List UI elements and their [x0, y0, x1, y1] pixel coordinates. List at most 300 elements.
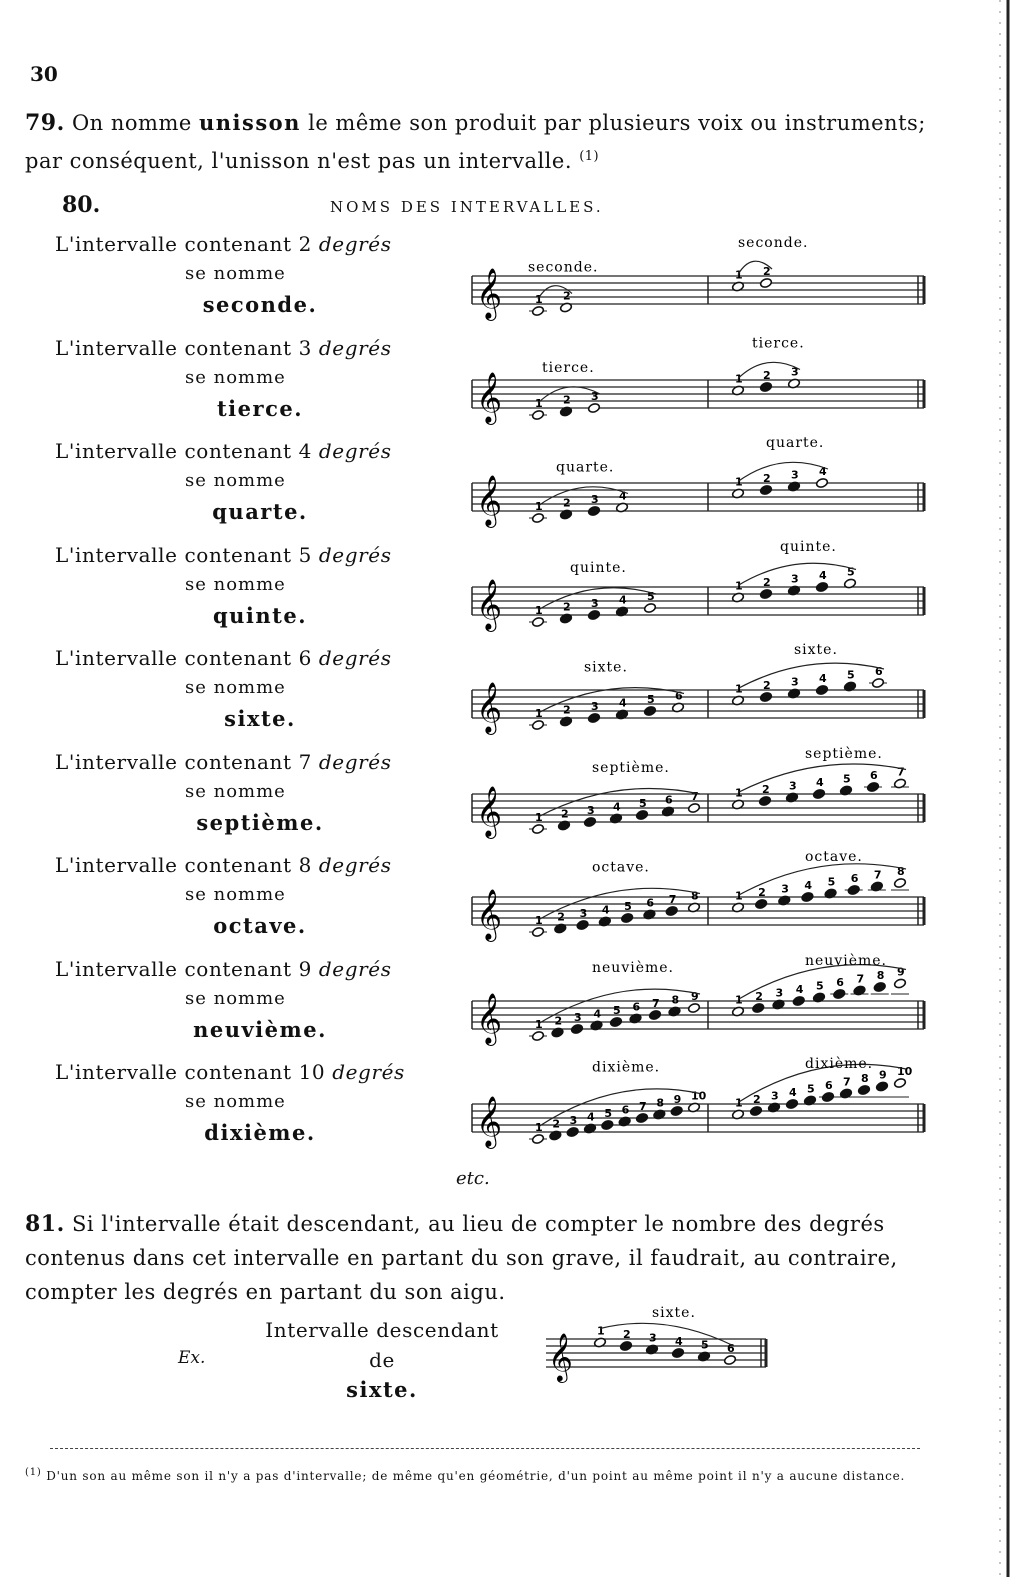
degree-number: 4 — [795, 983, 804, 996]
footnote-ref: (1) — [579, 149, 600, 164]
note-head — [644, 706, 657, 717]
degree-count: 4 — [298, 439, 312, 463]
footnote — [25, 1462, 925, 1487]
note-head — [532, 306, 545, 317]
example-text — [262, 1315, 502, 1405]
note-head — [644, 603, 657, 614]
interval-row — [55, 1060, 435, 1164]
interval-row — [55, 336, 435, 440]
degree-number: 7 — [652, 997, 660, 1010]
degree-number: 1 — [735, 1096, 743, 1110]
interval-name: octave. — [213, 913, 307, 938]
interval-caption: seconde. — [738, 235, 809, 251]
paragraph-number: 81. — [25, 1211, 65, 1237]
degree-unit: degrés — [318, 750, 392, 774]
term-unisson: unisson — [198, 110, 301, 135]
interval-caption: quarte. — [766, 435, 825, 451]
degree-unit: degrés — [318, 957, 392, 981]
degree-number: 10 — [691, 1089, 707, 1103]
slur-arc — [538, 688, 684, 713]
degree-number: 2 — [563, 600, 571, 614]
degree-unit: degrés — [318, 646, 392, 670]
interval-definition — [55, 750, 392, 774]
example-line-3: sixte. — [346, 1377, 418, 1402]
note-head — [588, 610, 601, 621]
degree-number: 2 — [763, 265, 771, 278]
degree-number: 6 — [621, 1103, 630, 1117]
degree-number: 6 — [850, 872, 859, 885]
interval-caption: dixième. — [592, 1059, 661, 1076]
note-head — [649, 1010, 662, 1021]
degree-number: 5 — [847, 668, 855, 682]
note-head — [858, 1085, 871, 1096]
degree-count: 7 — [298, 750, 312, 774]
note-head — [532, 410, 545, 421]
degree-number: 6 — [665, 793, 673, 807]
degree-number: 4 — [819, 569, 827, 582]
degree-number: 6 — [727, 1342, 735, 1355]
degree-number: 9 — [879, 1068, 887, 1082]
example-label: Ex. — [178, 1348, 206, 1368]
paragraph-number: 79. — [25, 110, 65, 136]
interval-name: dixième. — [204, 1120, 316, 1145]
interval-row — [55, 232, 435, 336]
note-head — [894, 1078, 907, 1089]
note-head — [760, 485, 773, 496]
note-head — [566, 1127, 579, 1138]
scan-edge — [954, 0, 1014, 1577]
interval-staff — [468, 642, 928, 746]
degree-number: 5 — [624, 900, 632, 913]
degree-number: 7 — [843, 1075, 851, 1089]
note-head — [532, 1031, 545, 1042]
interval-name: neuvième. — [193, 1017, 327, 1042]
interval-name: sixte. — [224, 706, 296, 731]
degree-number: 5 — [613, 1004, 621, 1017]
definition-prefix: L'intervalle contenant — [55, 750, 292, 774]
interval-caption: tierce. — [752, 335, 805, 352]
degree-number: 5 — [843, 772, 851, 786]
degree-number: 8 — [691, 889, 699, 903]
interval-staff — [468, 332, 928, 436]
degree-number: 1 — [735, 372, 743, 386]
footnote-marker: (1) — [25, 1467, 42, 1478]
interval-definition — [55, 1060, 405, 1084]
treble-clef-icon: 𝄞 — [476, 579, 503, 630]
treble-clef-icon: 𝄞 — [476, 786, 503, 837]
section-heading: NOMS DES INTERVALLES. — [330, 198, 604, 216]
note-head — [822, 1092, 835, 1103]
note-head — [760, 692, 773, 703]
definition-prefix: L'intervalle contenant — [55, 957, 292, 981]
degree-number: 1 — [535, 1018, 543, 1031]
degree-unit: degrés — [318, 853, 392, 877]
degree-number: 7 — [691, 790, 699, 803]
degree-number: 2 — [557, 910, 565, 924]
degree-number: 3 — [574, 1011, 582, 1024]
interval-caption: dixième. — [805, 1056, 874, 1072]
note-head — [760, 278, 773, 289]
degree-number: 5 — [847, 565, 855, 579]
interval-caption: neuvième. — [805, 953, 888, 969]
note-head — [688, 803, 701, 814]
treble-clef-icon: 𝄞 — [476, 475, 503, 526]
definition-verb: se nomme — [185, 263, 286, 284]
degree-count: 3 — [298, 336, 312, 360]
degree-number: 3 — [791, 468, 799, 482]
note-head — [760, 589, 773, 600]
degree-number: 5 — [701, 1338, 709, 1352]
interval-caption: tierce. — [542, 360, 595, 376]
interval-name: quarte. — [212, 499, 308, 524]
definition-verb: se nomme — [185, 1091, 286, 1112]
note-head — [786, 1099, 799, 1110]
note-head — [670, 1106, 683, 1117]
note-head — [752, 1003, 765, 1014]
interval-caption: seconde. — [528, 259, 599, 276]
degree-number: 4 — [613, 800, 621, 814]
example-line-2: de — [369, 1348, 395, 1372]
degree-number: 6 — [870, 769, 878, 782]
degree-number: 3 — [649, 1331, 657, 1345]
degree-number: 4 — [619, 489, 627, 503]
interval-staff — [468, 435, 928, 539]
treble-clef-icon: 𝄞 — [476, 372, 503, 423]
degree-number: 9 — [691, 990, 699, 1003]
degree-number: 8 — [861, 1072, 869, 1085]
degree-number: 2 — [763, 369, 771, 382]
interval-row — [55, 543, 435, 647]
degree-number: 7 — [639, 1100, 647, 1113]
note-head — [588, 506, 601, 517]
definition-prefix: L'intervalle contenant — [55, 646, 292, 670]
degree-number: 2 — [561, 807, 569, 821]
degree-unit: degrés — [332, 1060, 405, 1084]
degree-number: 7 — [856, 972, 865, 986]
interval-name: seconde. — [202, 292, 318, 317]
interval-caption: neuvième. — [592, 960, 675, 976]
note-head — [816, 478, 829, 489]
note-head — [759, 796, 772, 807]
interval-caption: octave. — [592, 859, 650, 876]
degree-number: 1 — [535, 914, 543, 927]
note-head — [532, 1134, 545, 1145]
degree-unit: degrés — [318, 543, 392, 567]
treble-clef-icon: 𝄞 — [476, 682, 503, 733]
degree-number: 4 — [804, 879, 813, 892]
degree-number: 2 — [563, 703, 571, 717]
degree-count: 9 — [298, 957, 312, 981]
degree-number: 2 — [552, 1117, 560, 1131]
note-head — [816, 685, 829, 696]
interval-staff — [468, 849, 928, 953]
degree-number: 5 — [604, 1107, 612, 1120]
degree-number: 3 — [591, 390, 599, 403]
degree-count: 5 — [298, 543, 312, 567]
degree-number: 5 — [639, 797, 647, 810]
degree-number: 4 — [619, 593, 627, 607]
degree-number: 5 — [647, 693, 655, 706]
treble-clef-icon: 𝄞 — [548, 1332, 573, 1381]
note-head — [750, 1106, 763, 1117]
interval-caption: sixte. — [794, 642, 838, 658]
degree-number: 3 — [789, 779, 797, 793]
degree-number: 3 — [591, 493, 599, 506]
degree-number: 2 — [763, 576, 771, 589]
paragraph-text: Si l'intervalle était descendant, au lieu de compter le nombre des degrés contenus dans cet intervalle en partant du son grave, il faudrait, au contraire, compter les degrés en partant du son aigu. — [25, 1212, 898, 1304]
interval-name: quinte. — [212, 603, 308, 628]
degree-number: 2 — [763, 472, 771, 485]
note-head — [532, 824, 545, 835]
treble-clef-icon: 𝄞 — [476, 993, 503, 1044]
note-head — [813, 789, 826, 800]
note-head — [532, 927, 545, 938]
degree-number: 1 — [735, 475, 743, 489]
definition-verb: se nomme — [185, 574, 286, 595]
degree-number: 1 — [735, 682, 743, 696]
degree-number: 7 — [873, 868, 882, 882]
degree-number: 8 — [656, 1096, 664, 1110]
degree-number: 4 — [819, 672, 827, 685]
degree-number: 6 — [646, 896, 655, 910]
degree-number: 7 — [668, 893, 677, 906]
note-head — [636, 1113, 649, 1124]
interval-caption: septième. — [592, 760, 670, 776]
degree-number: 7 — [897, 765, 905, 779]
note-head — [620, 1341, 633, 1352]
degree-number: 9 — [673, 1093, 682, 1106]
note-head — [801, 892, 814, 903]
degree-number: 2 — [758, 886, 766, 899]
note-head — [588, 403, 601, 414]
degree-number: 2 — [563, 496, 571, 510]
note-head — [833, 989, 846, 1000]
interval-name: tierce. — [216, 396, 304, 421]
degree-number: 2 — [755, 990, 763, 1003]
interval-definition — [55, 439, 392, 463]
treble-clef-icon: 𝄞 — [476, 268, 503, 319]
example-staff — [540, 1305, 770, 1395]
note-head — [867, 782, 880, 793]
note-head — [760, 382, 773, 393]
degree-number: 1 — [735, 889, 743, 903]
degree-number: 5 — [807, 1082, 815, 1096]
paragraph-81 — [25, 1207, 930, 1309]
degree-number: 5 — [827, 875, 836, 889]
page-number: 30 — [30, 62, 58, 86]
interval-caption: quinte. — [570, 560, 627, 576]
interval-caption: sixte. — [584, 659, 628, 676]
degree-number: 4 — [587, 1110, 595, 1124]
note-head — [532, 617, 545, 628]
interval-caption: sixte. — [652, 1305, 696, 1321]
note-head — [894, 878, 907, 889]
interval-caption: quinte. — [780, 539, 837, 555]
degree-unit: degrés — [318, 439, 392, 463]
degree-number: 3 — [791, 675, 799, 689]
degree-number: 1 — [535, 293, 543, 306]
degree-number: 5 — [647, 590, 655, 603]
treble-clef-icon: 𝄞 — [476, 889, 503, 940]
degree-unit: degrés — [318, 336, 392, 360]
note-head — [688, 1003, 701, 1014]
interval-row — [55, 957, 435, 1061]
degree-number: 1 — [535, 500, 543, 513]
note-head — [847, 885, 860, 896]
interval-staff — [468, 228, 928, 332]
degree-number: 5 — [816, 979, 824, 993]
paragraph-79 — [25, 106, 930, 178]
degree-number: 2 — [554, 1014, 563, 1028]
definition-prefix: L'intervalle contenant — [55, 232, 292, 256]
slur-arc — [738, 462, 828, 481]
degree-number: 4 — [789, 1086, 797, 1099]
interval-row — [55, 439, 435, 543]
definition-verb: se nomme — [185, 988, 286, 1009]
note-head — [610, 1017, 623, 1028]
interval-caption: septième. — [805, 746, 883, 762]
definition-verb: se nomme — [185, 470, 286, 491]
note-head — [665, 906, 678, 917]
definition-prefix: L'intervalle contenant — [55, 336, 292, 360]
degree-number: 2 — [623, 1328, 631, 1341]
example-line-1: Intervalle descendant — [265, 1318, 499, 1342]
degree-number: 9 — [897, 965, 905, 979]
degree-number: 4 — [675, 1335, 683, 1348]
interval-caption: quarte. — [556, 459, 615, 476]
degree-number: 1 — [535, 1121, 543, 1134]
degree-number: 3 — [591, 597, 599, 610]
degree-number: 1 — [735, 786, 743, 800]
interval-staff — [468, 953, 928, 1057]
note-head — [588, 713, 601, 724]
degree-number: 4 — [601, 903, 610, 917]
definition-prefix: L'intervalle contenant — [55, 1060, 292, 1084]
definition-verb: se nomme — [185, 677, 286, 698]
note-head — [571, 1024, 584, 1035]
interval-staff — [468, 1056, 928, 1160]
etc-text: etc. — [456, 1168, 490, 1189]
note-head — [724, 1355, 737, 1366]
note-head — [876, 1081, 889, 1092]
note-head — [621, 913, 634, 924]
note-head — [584, 817, 597, 828]
definition-prefix: L'intervalle contenant — [55, 543, 292, 567]
footnote-text: D'un son au même son il n'y a pas d'intervalle; de même qu'en géométrie, d'un point au même point il n'y a aucune distance. — [41, 1469, 906, 1483]
degree-number: 3 — [775, 986, 784, 1000]
note-head — [672, 1348, 685, 1359]
degree-number: 1 — [535, 397, 543, 410]
interval-row — [55, 853, 435, 957]
degree-count: 2 — [298, 232, 312, 256]
footnote-divider — [50, 1448, 920, 1449]
degree-number: 2 — [762, 783, 770, 796]
paragraph-text: le même son produit par plusieurs voix ou instruments; par conséquent, l'unisson n'est pas un intervalle. — [25, 111, 926, 173]
degree-number: 3 — [587, 804, 595, 817]
slur-arc — [738, 663, 884, 688]
paragraph-text: On nomme — [64, 111, 199, 135]
note-head — [872, 678, 885, 689]
note-head — [792, 996, 805, 1007]
degree-count: 10 — [298, 1060, 326, 1084]
definition-prefix: L'intervalle contenant — [55, 853, 292, 877]
interval-definition — [55, 336, 392, 360]
degree-unit: degrés — [318, 232, 392, 256]
degree-number: 8 — [876, 969, 885, 982]
degree-number: 8 — [671, 993, 680, 1007]
interval-staff — [468, 539, 928, 643]
degree-number: 6 — [675, 689, 683, 703]
note-head — [601, 1120, 614, 1131]
degree-number: 3 — [569, 1114, 578, 1127]
note-head — [576, 920, 589, 931]
degree-number: 3 — [591, 700, 599, 713]
degree-count: 8 — [298, 853, 312, 877]
interval-staff — [468, 746, 928, 850]
note-head — [755, 899, 768, 910]
interval-definition — [55, 957, 392, 981]
degree-number: 10 — [897, 1065, 913, 1078]
degree-number: 4 — [816, 776, 824, 789]
treble-clef-icon: 𝄞 — [476, 1096, 503, 1147]
degree-number: 1 — [735, 993, 743, 1007]
definition-prefix: L'intervalle contenant — [55, 439, 292, 463]
degree-number: 2 — [753, 1093, 761, 1106]
degree-number: 4 — [593, 1007, 602, 1021]
degree-number: 1 — [735, 579, 743, 593]
degree-number: 6 — [836, 976, 844, 989]
degree-number: 6 — [875, 665, 883, 678]
definition-verb: se nomme — [185, 781, 286, 802]
interval-row — [55, 646, 435, 750]
degree-number: 2 — [563, 289, 571, 303]
interval-definition — [55, 543, 392, 567]
degree-number: 1 — [535, 811, 543, 824]
section-number: 80. — [62, 192, 101, 218]
degree-number: 2 — [763, 679, 771, 692]
interval-row — [55, 750, 435, 854]
definition-verb: se nomme — [185, 367, 286, 388]
degree-number: 3 — [791, 572, 799, 586]
degree-number: 1 — [535, 604, 543, 617]
note-head — [532, 720, 545, 731]
degree-number: 8 — [897, 865, 905, 878]
degree-number: 1 — [597, 1324, 605, 1338]
interval-name: septième. — [196, 810, 324, 835]
degree-number: 4 — [619, 696, 627, 710]
degree-count: 6 — [298, 646, 312, 670]
degree-number: 6 — [825, 1079, 833, 1092]
degree-number: 3 — [579, 907, 588, 920]
degree-number: 3 — [791, 365, 799, 379]
degree-number: 4 — [819, 465, 827, 478]
note-head — [873, 982, 886, 993]
interval-definition — [55, 853, 392, 877]
degree-number: 1 — [735, 268, 743, 282]
note-head — [636, 810, 649, 821]
definition-verb: se nomme — [185, 884, 286, 905]
degree-number: 6 — [632, 1000, 641, 1014]
degree-number: 1 — [535, 707, 543, 720]
interval-caption: octave. — [805, 849, 863, 865]
degree-number: 3 — [771, 1089, 779, 1103]
degree-number: 2 — [563, 393, 571, 407]
note-head — [532, 513, 545, 524]
note-head — [816, 582, 829, 593]
slur-arc — [600, 1323, 734, 1346]
note-head — [894, 978, 907, 989]
interval-definition — [55, 232, 392, 256]
